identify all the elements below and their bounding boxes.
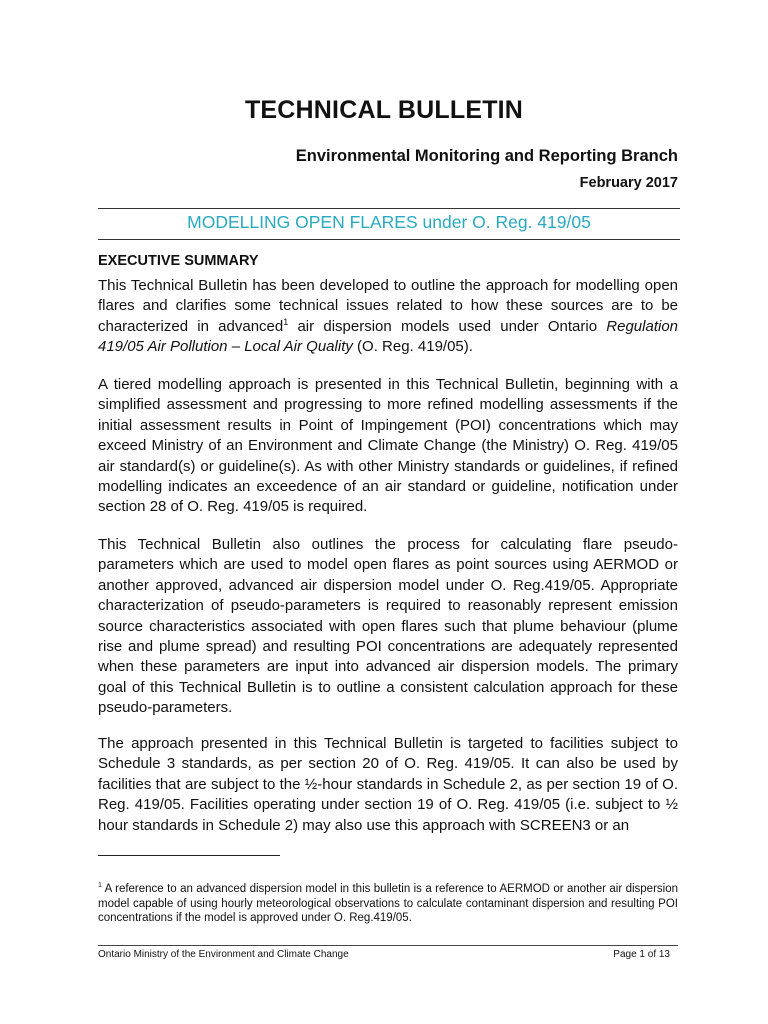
footnote-separator bbox=[98, 855, 280, 856]
subject-bottom-rule bbox=[98, 239, 680, 240]
footer-rule bbox=[98, 945, 678, 946]
paragraph-1-text-b: air dispersion models used under Ontario bbox=[288, 317, 607, 335]
document-title: TECHNICAL BULLETIN bbox=[244, 96, 524, 124]
paragraph-1 bbox=[98, 276, 678, 358]
publication-date: February 2017 bbox=[579, 175, 678, 191]
footnote-marker: 1 bbox=[98, 882, 102, 890]
footnote-reference: 1 bbox=[283, 316, 289, 327]
paragraph-1-text-a: This Technical Bulletin has been developed to outline the approach for modelling open flares and clarifies some technical issues related to how these sources are to be characterized in advanced bbox=[98, 277, 678, 335]
regulation-title: Regulation 419/05 Air Pollution – Local Air Quality bbox=[98, 317, 678, 356]
paragraph-4: The approach presented in this Technical Bulletin is targeted to facilities subject to Schedule 3 standards, as per section 20 of O. Reg. 419/05. It can also be used by facilities that are subject to the ½-hour standards in Schedule 2, as per section 19 of O. Reg. 419/05. Facilities operating under section 19 of O. Reg. 419/05 (i.e. subject to ½ hour standards in Schedule 2) may also use this approach with SCREEN3 or an bbox=[98, 735, 678, 834]
branch-name: Environmental Monitoring and Reporting Branch bbox=[295, 147, 678, 165]
paragraph-3: This Technical Bulletin also outlines the process for calculating flare pseudo-parameters which are used to model open flares as point sources using AERMOD or another approved, advanced air dispersion model under O. Reg.419/05. Appropriate characterization of pseudo-parameters is required to reasonably represent emission source characteristics associated with open flares such that plume behaviour (plume rise and plume spread) and resulting POI concentrations are adequately represented when these parameters are input into advanced air dispersion models. The primary goal of this Technical Bulletin is to outline a consistent calculation approach for these pseudo-parameters. bbox=[98, 536, 678, 717]
subject-top-rule bbox=[98, 208, 680, 209]
subject-heading: MODELLING OPEN FLARES under O. Reg. 419/05 bbox=[187, 212, 591, 232]
page-number: Page 1 of 13 bbox=[613, 949, 670, 960]
paragraph-2: A tiered modelling approach is presented in this Technical Bulletin, beginning with a simplified assessment and progressing to more refined modelling assessments if the initial assessment results in Point of Impingement (POI) concentrations which may exceed Ministry of an Environment and Climate Change (the Ministry) O. Reg. 419/05 air standard(s) or guideline(s). As with other Ministry standards or guidelines, if refined modelling indicates an exceedence of an air standard or guideline, notification under section 28 of O. Reg. 419/05 is required. bbox=[98, 376, 678, 516]
footnote-text: A reference to an advanced dispersion model in this bulletin is a reference to AERMOD or another air dispersion model capable of using hourly meteorological observations to calculate contaminant dispersion and resulting POI concentrations if the model is approved under O. Reg.419/05. bbox=[98, 883, 678, 924]
footnote bbox=[98, 882, 678, 926]
footer-organization: Ontario Ministry of the Environment and Climate Change bbox=[98, 949, 349, 960]
executive-summary-heading: EXECUTIVE SUMMARY bbox=[98, 253, 259, 269]
paragraph-1-text-c: (O. Reg. 419/05). bbox=[352, 338, 473, 356]
